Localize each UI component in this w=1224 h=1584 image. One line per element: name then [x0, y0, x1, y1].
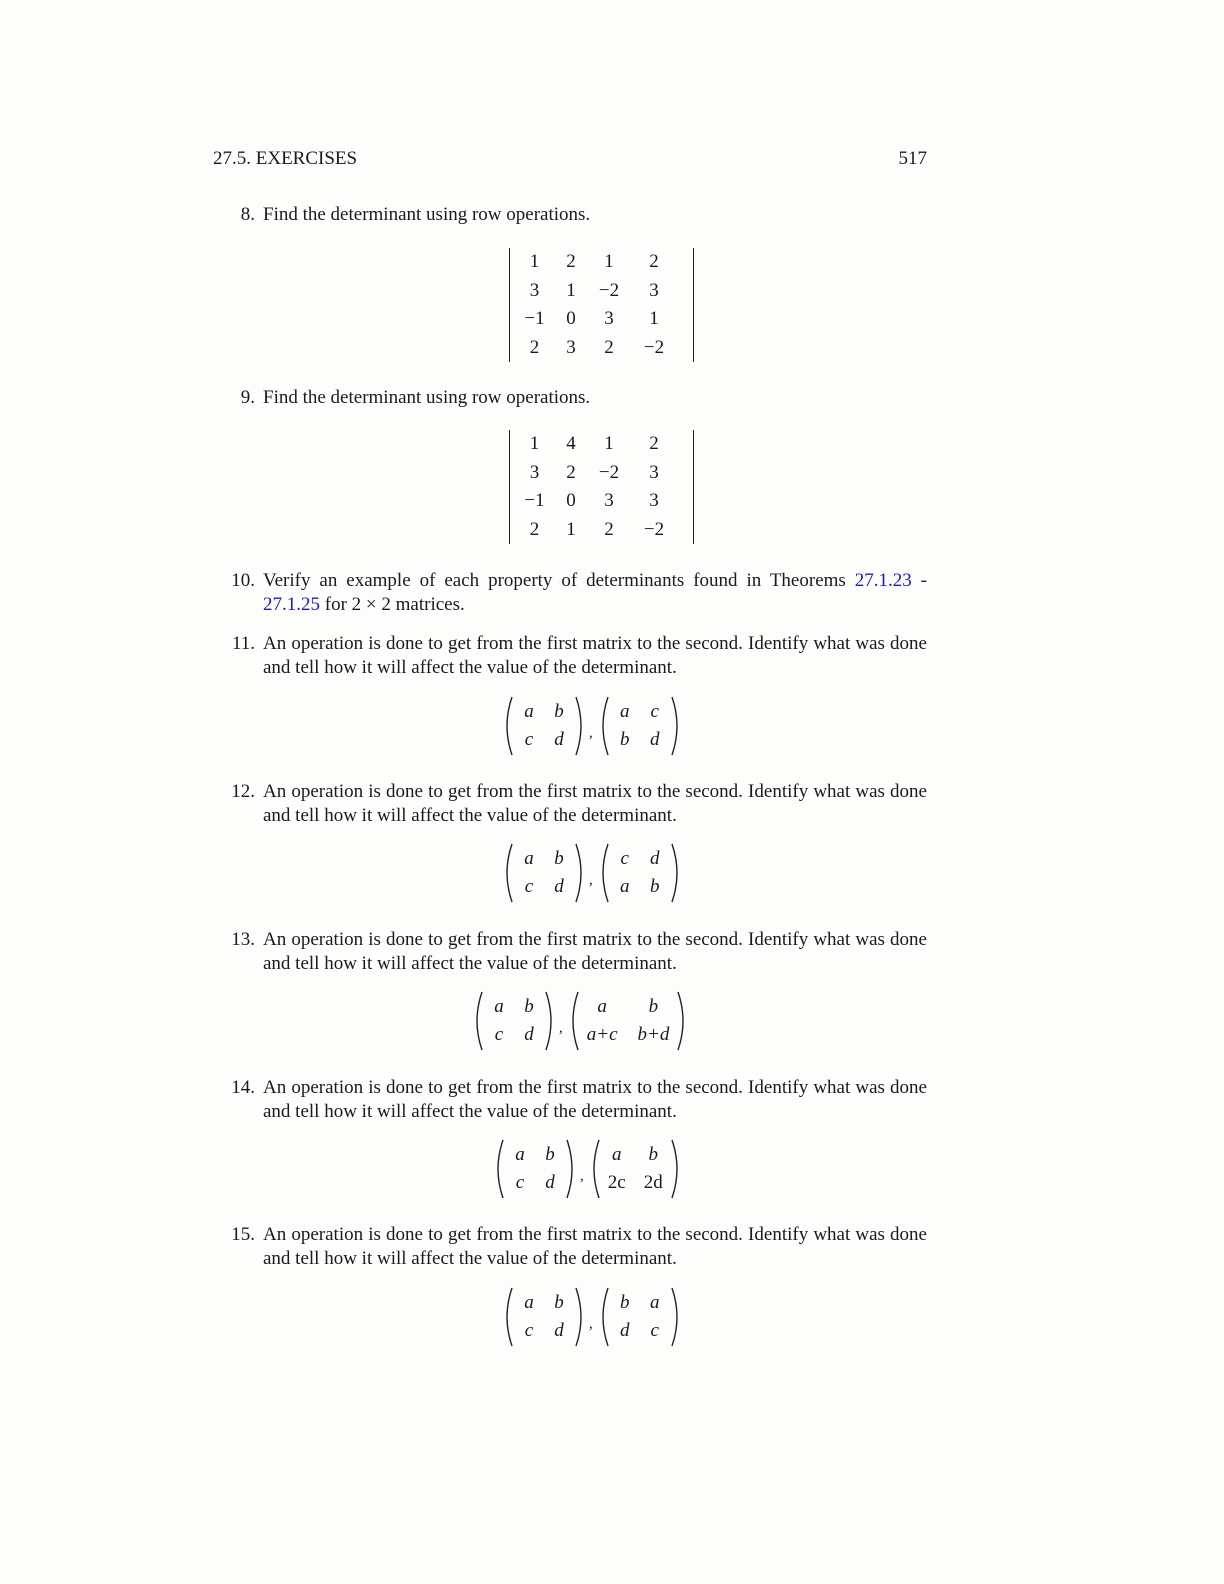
problem-12 [213, 780, 927, 828]
matrix-pair-14: a b c d , a b 2c 2d [492, 1138, 683, 1200]
problem-text: Verify an example of each property of determinants found in Theorems 27.1.23 - 27.1.25 for 2 × 2 matrices. [263, 570, 927, 615]
problem-text: An operation is done to get from the first matrix to the second. Identify what was done and tell how it will affect the value of the determinant. [263, 1224, 927, 1269]
problem-10 [213, 569, 927, 617]
matrix-pair-15: a b c d , b a d c [501, 1286, 683, 1348]
problem-text: Find the determinant using row operations. [263, 204, 591, 225]
problem-text: An operation is done to get from the first matrix to the second. Identify what was done and tell how it will affect the value of the determinant. [263, 1077, 927, 1122]
problem-text: Find the determinant using row operations. [263, 387, 591, 408]
determinant-9: 1 4 1 2 3 2 −2 3 −1 0 3 3 2 1 2 −2 [509, 430, 694, 544]
problem-number: 11. [231, 633, 255, 654]
page-number: 517 [898, 148, 927, 169]
matrix-pair-12: a b c d , c d a b [501, 842, 683, 904]
problem-number: 15. [231, 1224, 255, 1245]
problem-15 [213, 1223, 927, 1271]
determinant-8: 1 2 1 2 3 1 −2 3 −1 0 3 1 2 3 2 −2 [509, 248, 694, 362]
problem-14 [213, 1076, 927, 1124]
matrix-pair-13: a b c d , a b a+c b+d [471, 990, 689, 1052]
problem-number: 14. [231, 1077, 255, 1098]
problem-9 [213, 386, 927, 410]
theorem-link-27-1-25[interactable]: 27.1.25 [263, 594, 320, 615]
matrix-pair-11: a b c d , a c b d [501, 695, 683, 757]
problem-number: 9. [240, 387, 255, 408]
problem-13 [213, 928, 927, 976]
problem-text: An operation is done to get from the first matrix to the second. Identify what was done and tell how it will affect the value of the determinant. [263, 633, 927, 678]
problem-number: 8. [240, 204, 255, 225]
problem-text: An operation is done to get from the first matrix to the second. Identify what was done and tell how it will affect the value of the determinant. [263, 929, 927, 974]
problem-number: 10. [231, 570, 255, 591]
problem-11 [213, 632, 927, 680]
problem-number: 12. [231, 781, 255, 802]
problem-text: An operation is done to get from the first matrix to the second. Identify what was done and tell how it will affect the value of the determinant. [263, 781, 927, 826]
problem-8 [213, 203, 927, 227]
section-title: 27.5. EXERCISES [213, 148, 358, 169]
running-header [213, 148, 927, 170]
theorem-link-27-1-23[interactable]: 27.1.23 [854, 570, 912, 591]
problem-number: 13. [231, 929, 255, 950]
